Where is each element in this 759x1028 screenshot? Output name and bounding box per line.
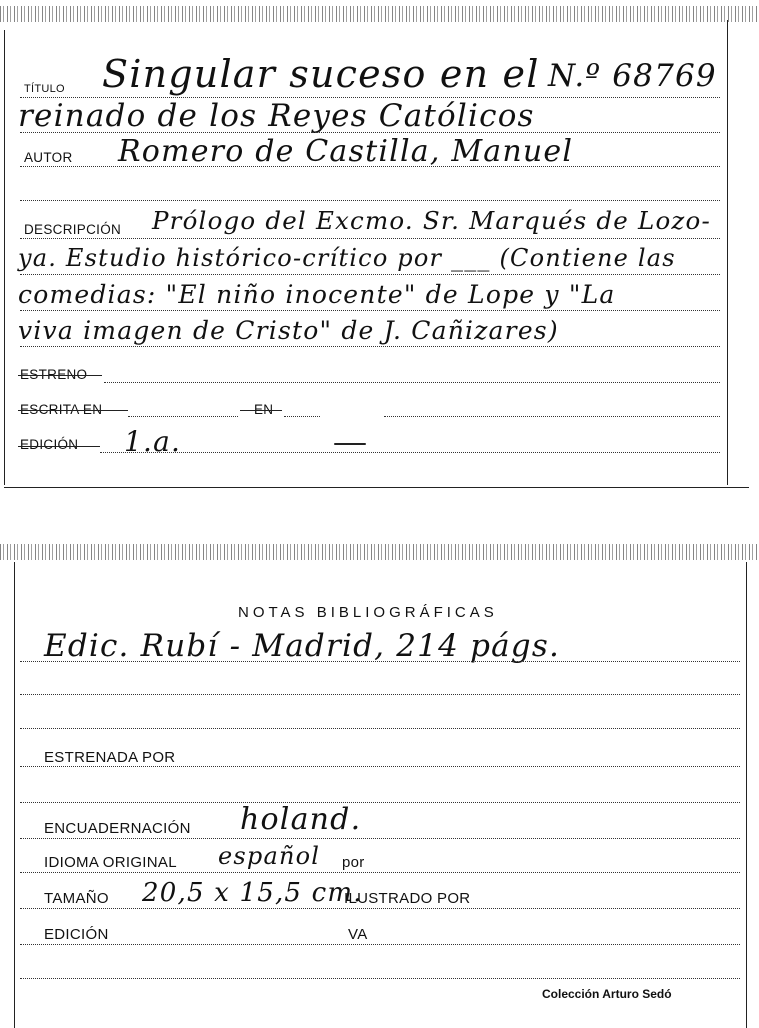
estreno-rule	[104, 382, 720, 383]
edicion-label: EDICIÓN	[20, 437, 79, 452]
idioma-value: español	[218, 842, 321, 870]
escrita-en-strike	[18, 410, 128, 411]
estreno-strike	[18, 375, 102, 376]
card-border-left	[14, 562, 15, 1028]
edicion-label: EDICIÓN	[44, 926, 109, 943]
notas-rule-2	[20, 694, 740, 695]
notas-value: Edic. Rubí - Madrid, 214 págs.	[44, 628, 561, 664]
catalog-card-front	[0, 0, 759, 495]
collection-credit: Colección Arturo Sedó	[542, 987, 672, 1001]
en-strike	[240, 410, 282, 411]
notas-rule-3	[20, 728, 740, 729]
titulo-line1: Singular suceso en el	[102, 52, 540, 96]
estrenada-rule	[20, 766, 740, 767]
card-border-right	[727, 20, 728, 485]
titulo-rule-2	[20, 132, 720, 133]
descripcion-line1: Prólogo del Excmo. Sr. Marqués de Lozo-	[152, 206, 711, 235]
edicion-strike	[18, 446, 100, 447]
autor-value: Romero de Castilla, Manuel	[118, 134, 574, 169]
notas-heading: NOTAS BIBLIOGRÁFICAS	[238, 604, 498, 621]
va-label: VA	[348, 926, 368, 943]
en-label: EN	[254, 402, 274, 417]
descripcion-line4: viva imagen de Cristo" de J. Cañizares)	[18, 316, 559, 345]
titulo-label: TÍTULO	[24, 83, 65, 95]
autor-label: AUTOR	[24, 150, 73, 165]
en-rule-1	[284, 416, 320, 417]
blank-rule	[20, 200, 720, 201]
tamano-value: 20,5 x 15,5 cm.	[142, 878, 363, 908]
edicion-rule	[20, 944, 740, 945]
descripcion-rule-3	[20, 310, 720, 311]
idioma-rule	[20, 872, 740, 873]
ilustrado-label: ILUSTRADO POR	[344, 890, 471, 907]
descripcion-line2: ya. Estudio histórico-crítico por ___ (Contiene las	[18, 244, 676, 272]
torn-edge	[0, 6, 759, 22]
encuadernacion-label: ENCUADERNACIÓN	[44, 820, 191, 837]
edicion-mark	[334, 443, 366, 445]
descripcion-label: DESCRIPCIÓN	[24, 222, 122, 237]
descripcion-line3: comedias: "El niño inocente" de Lope y "La	[18, 280, 616, 309]
encuadernacion-rule	[20, 838, 740, 839]
catalog-number: N.º 68769	[548, 58, 717, 94]
escrita-en-rule	[128, 416, 238, 417]
en-rule-2	[384, 416, 720, 417]
edicion-rule	[100, 452, 720, 453]
estreno-label: ESTRENO	[20, 367, 88, 382]
encuadernacion-value: holand.	[240, 802, 362, 837]
torn-edge	[0, 544, 759, 560]
card-border-bottom	[4, 487, 749, 488]
descripcion-rule-2	[20, 274, 720, 275]
card-border-left	[4, 30, 5, 485]
catalog-card-back	[0, 540, 759, 1028]
descripcion-rule-4	[20, 346, 720, 347]
idioma-label: IDIOMA ORIGINAL	[44, 854, 177, 871]
tamano-label: TAMAÑO	[44, 890, 109, 907]
tamano-rule	[20, 908, 740, 909]
edicion-value: 1.a.	[124, 425, 182, 458]
blank-rule	[20, 802, 740, 803]
descripcion-rule-1	[20, 238, 720, 239]
por-label: por	[342, 854, 365, 871]
autor-rule	[20, 166, 720, 167]
bottom-rule	[20, 978, 740, 979]
estrenada-por-label: ESTRENADA POR	[44, 749, 176, 766]
escrita-en-label: ESCRITA EN	[20, 402, 103, 417]
titulo-line2: reinado de los Reyes Católicos	[18, 98, 535, 134]
notas-rule-1	[20, 661, 740, 662]
card-border-right	[746, 562, 747, 1028]
